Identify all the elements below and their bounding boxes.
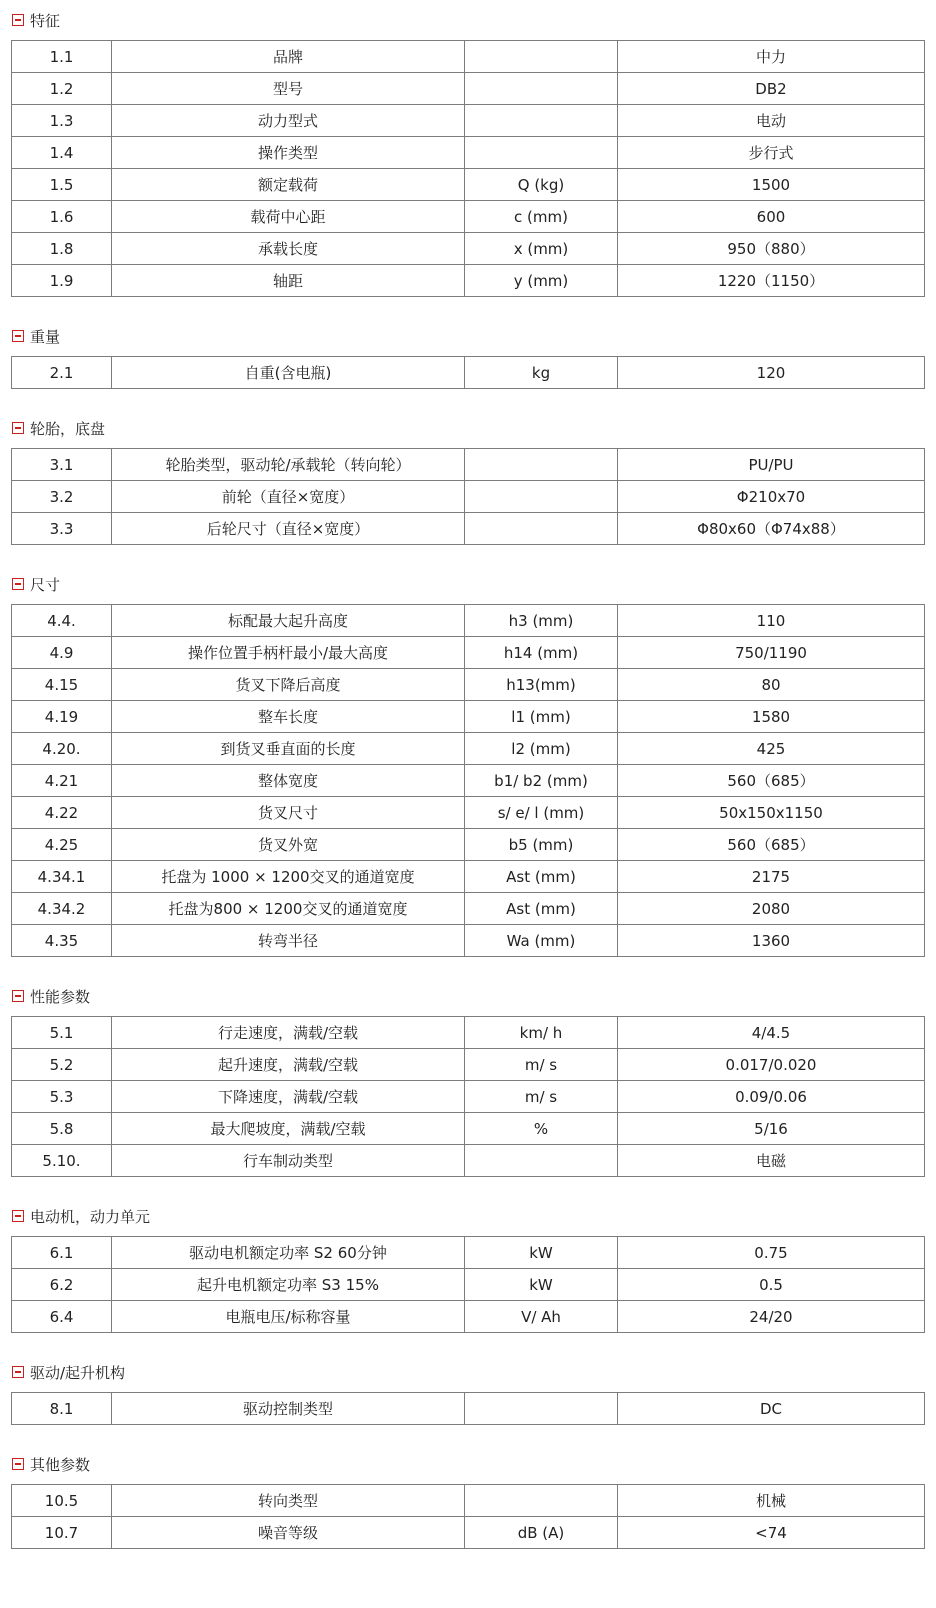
unit-cell xyxy=(465,449,618,481)
table-row xyxy=(12,1113,925,1145)
parameter-name-cell: 型号 xyxy=(112,73,465,105)
table-row xyxy=(12,169,925,201)
value-cell: 步行式 xyxy=(618,137,925,169)
table-row xyxy=(12,1145,925,1177)
parameter-name-cell: 标配最大起升高度 xyxy=(112,605,465,637)
parameter-name-cell: 驱动电机额定功率 S2 60分钟 xyxy=(112,1237,465,1269)
parameter-name-cell: 电瓶电压/标称容量 xyxy=(112,1301,465,1333)
item-number-cell: 4.4. xyxy=(12,605,112,637)
item-number-cell: 4.35 xyxy=(12,925,112,957)
table-row xyxy=(12,41,925,73)
item-number-cell: 10.5 xyxy=(12,1485,112,1517)
spec-table xyxy=(11,604,925,957)
item-number-cell: 10.7 xyxy=(12,1517,112,1549)
item-number-cell: 5.10. xyxy=(12,1145,112,1177)
section-title: 尺寸 xyxy=(30,575,61,594)
collapse-minus-icon[interactable] xyxy=(12,330,24,342)
section-header xyxy=(0,976,936,1016)
unit-cell xyxy=(465,41,618,73)
unit-cell: h14 (mm) xyxy=(465,637,618,669)
item-number-cell: 1.2 xyxy=(12,73,112,105)
value-cell: 4/4.5 xyxy=(618,1017,925,1049)
unit-cell: dB (A) xyxy=(465,1517,618,1549)
unit-cell: % xyxy=(465,1113,618,1145)
parameter-name-cell: 轮胎类型，驱动轮/承载轮（转向轮） xyxy=(112,449,465,481)
section-title: 重量 xyxy=(30,327,61,346)
table-row xyxy=(12,765,925,797)
spec-section xyxy=(0,0,936,316)
unit-cell: s/ e/ l (mm) xyxy=(465,797,618,829)
spec-section xyxy=(0,976,936,1196)
value-cell: 120 xyxy=(618,357,925,389)
item-number-cell: 1.3 xyxy=(12,105,112,137)
value-cell: 电动 xyxy=(618,105,925,137)
value-cell: 机械 xyxy=(618,1485,925,1517)
parameter-name-cell: 自重(含电瓶) xyxy=(112,357,465,389)
table-row xyxy=(12,513,925,545)
parameter-name-cell: 行车制动类型 xyxy=(112,1145,465,1177)
value-cell: 0.09/0.06 xyxy=(618,1081,925,1113)
unit-cell: y (mm) xyxy=(465,265,618,297)
parameter-name-cell: 托盘为 1000 × 1200交叉的通道宽度 xyxy=(112,861,465,893)
unit-cell: h13(mm) xyxy=(465,669,618,701)
value-cell: 1220（1150） xyxy=(618,265,925,297)
parameter-name-cell: 转弯半径 xyxy=(112,925,465,957)
table-row xyxy=(12,861,925,893)
item-number-cell: 3.2 xyxy=(12,481,112,513)
unit-cell xyxy=(465,105,618,137)
parameter-name-cell: 整体宽度 xyxy=(112,765,465,797)
table-row xyxy=(12,481,925,513)
parameter-name-cell: 轴距 xyxy=(112,265,465,297)
collapse-minus-icon[interactable] xyxy=(12,1210,24,1222)
collapse-minus-icon[interactable] xyxy=(12,422,24,434)
unit-cell: h3 (mm) xyxy=(465,605,618,637)
section-header xyxy=(0,1444,936,1484)
value-cell: 2080 xyxy=(618,893,925,925)
unit-cell xyxy=(465,73,618,105)
value-cell: 1360 xyxy=(618,925,925,957)
value-cell: DC xyxy=(618,1393,925,1425)
value-cell: 950（880） xyxy=(618,233,925,265)
unit-cell: Q (kg) xyxy=(465,169,618,201)
unit-cell: b5 (mm) xyxy=(465,829,618,861)
table-row xyxy=(12,669,925,701)
spec-table xyxy=(11,356,925,389)
section-header xyxy=(0,408,936,448)
value-cell: 560（685） xyxy=(618,765,925,797)
parameter-name-cell: 操作位置手柄杆最小/最大高度 xyxy=(112,637,465,669)
item-number-cell: 6.1 xyxy=(12,1237,112,1269)
unit-cell: Wa (mm) xyxy=(465,925,618,957)
section-header xyxy=(0,564,936,604)
value-cell: 110 xyxy=(618,605,925,637)
parameter-name-cell: 行走速度，满载/空载 xyxy=(112,1017,465,1049)
spec-section xyxy=(0,1352,936,1444)
spec-table xyxy=(11,40,925,297)
value-cell: 600 xyxy=(618,201,925,233)
table-row xyxy=(12,1517,925,1549)
section-header xyxy=(0,0,936,40)
spec-table xyxy=(11,1484,925,1549)
item-number-cell: 8.1 xyxy=(12,1393,112,1425)
table-row xyxy=(12,1017,925,1049)
collapse-minus-icon[interactable] xyxy=(12,990,24,1002)
unit-cell: c (mm) xyxy=(465,201,618,233)
parameter-name-cell: 起升速度，满载/空载 xyxy=(112,1049,465,1081)
item-number-cell: 4.19 xyxy=(12,701,112,733)
table-row xyxy=(12,1049,925,1081)
unit-cell: Ast (mm) xyxy=(465,893,618,925)
parameter-name-cell: 操作类型 xyxy=(112,137,465,169)
parameter-name-cell: 起升电机额定功率 S3 15% xyxy=(112,1269,465,1301)
item-number-cell: 5.2 xyxy=(12,1049,112,1081)
spec-section xyxy=(0,1196,936,1352)
spec-section xyxy=(0,316,936,408)
unit-cell: m/ s xyxy=(465,1049,618,1081)
table-row xyxy=(12,73,925,105)
parameter-name-cell: 下降速度，满载/空载 xyxy=(112,1081,465,1113)
value-cell: 425 xyxy=(618,733,925,765)
spec-section xyxy=(0,1444,936,1549)
section-title: 性能参数 xyxy=(30,987,91,1006)
unit-cell: V/ Ah xyxy=(465,1301,618,1333)
item-number-cell: 4.9 xyxy=(12,637,112,669)
unit-cell: kW xyxy=(465,1269,618,1301)
table-row xyxy=(12,1393,925,1425)
collapse-minus-icon[interactable] xyxy=(12,14,24,26)
unit-cell xyxy=(465,513,618,545)
item-number-cell: 2.1 xyxy=(12,357,112,389)
spec-table xyxy=(11,1236,925,1333)
table-row xyxy=(12,233,925,265)
table-row xyxy=(12,925,925,957)
item-number-cell: 1.8 xyxy=(12,233,112,265)
unit-cell: kg xyxy=(465,357,618,389)
table-row xyxy=(12,637,925,669)
value-cell: 电磁 xyxy=(618,1145,925,1177)
value-cell: Φ80x60（Φ74x88） xyxy=(618,513,925,545)
unit-cell: m/ s xyxy=(465,1081,618,1113)
item-number-cell: 1.5 xyxy=(12,169,112,201)
value-cell: 560（685） xyxy=(618,829,925,861)
spec-section xyxy=(0,408,936,564)
parameter-name-cell: 驱动控制类型 xyxy=(112,1393,465,1425)
collapse-minus-icon[interactable] xyxy=(12,1366,24,1378)
value-cell: <74 xyxy=(618,1517,925,1549)
parameter-name-cell: 货叉外宽 xyxy=(112,829,465,861)
spec-table xyxy=(11,1016,925,1177)
value-cell: 0.017/0.020 xyxy=(618,1049,925,1081)
item-number-cell: 6.4 xyxy=(12,1301,112,1333)
unit-cell: l2 (mm) xyxy=(465,733,618,765)
parameter-name-cell: 额定载荷 xyxy=(112,169,465,201)
value-cell: 80 xyxy=(618,669,925,701)
section-title: 电动机，动力单元 xyxy=(30,1207,151,1226)
item-number-cell: 6.2 xyxy=(12,1269,112,1301)
table-row xyxy=(12,701,925,733)
value-cell: 0.5 xyxy=(618,1269,925,1301)
value-cell: 0.75 xyxy=(618,1237,925,1269)
parameter-name-cell: 转向类型 xyxy=(112,1485,465,1517)
unit-cell xyxy=(465,1145,618,1177)
item-number-cell: 3.1 xyxy=(12,449,112,481)
item-number-cell: 5.1 xyxy=(12,1017,112,1049)
table-row xyxy=(12,1301,925,1333)
value-cell: 750/1190 xyxy=(618,637,925,669)
table-row xyxy=(12,201,925,233)
value-cell: 50x150x1150 xyxy=(618,797,925,829)
unit-cell xyxy=(465,481,618,513)
section-header xyxy=(0,1196,936,1236)
section-title: 其他参数 xyxy=(30,1455,91,1474)
value-cell: 2175 xyxy=(618,861,925,893)
parameter-name-cell: 到货叉垂直面的长度 xyxy=(112,733,465,765)
section-header xyxy=(0,316,936,356)
value-cell: 24/20 xyxy=(618,1301,925,1333)
value-cell: Φ210x70 xyxy=(618,481,925,513)
table-row xyxy=(12,1237,925,1269)
parameter-name-cell: 噪音等级 xyxy=(112,1517,465,1549)
value-cell: 1500 xyxy=(618,169,925,201)
unit-cell xyxy=(465,1485,618,1517)
parameter-name-cell: 前轮（直径×宽度） xyxy=(112,481,465,513)
item-number-cell: 1.1 xyxy=(12,41,112,73)
item-number-cell: 1.4 xyxy=(12,137,112,169)
table-row xyxy=(12,797,925,829)
table-row xyxy=(12,893,925,925)
spec-section xyxy=(0,564,936,976)
parameter-name-cell: 品牌 xyxy=(112,41,465,73)
table-row xyxy=(12,449,925,481)
parameter-name-cell: 承载长度 xyxy=(112,233,465,265)
value-cell: DB2 xyxy=(618,73,925,105)
unit-cell: km/ h xyxy=(465,1017,618,1049)
item-number-cell: 3.3 xyxy=(12,513,112,545)
table-row xyxy=(12,1081,925,1113)
unit-cell: x (mm) xyxy=(465,233,618,265)
unit-cell: kW xyxy=(465,1237,618,1269)
item-number-cell: 5.8 xyxy=(12,1113,112,1145)
parameter-name-cell: 货叉尺寸 xyxy=(112,797,465,829)
item-number-cell: 4.34.1 xyxy=(12,861,112,893)
collapse-minus-icon[interactable] xyxy=(12,578,24,590)
unit-cell: b1/ b2 (mm) xyxy=(465,765,618,797)
section-header xyxy=(0,1352,936,1392)
parameter-name-cell: 整车长度 xyxy=(112,701,465,733)
item-number-cell: 4.20. xyxy=(12,733,112,765)
value-cell: 5/16 xyxy=(618,1113,925,1145)
section-title: 特征 xyxy=(30,11,61,30)
table-row xyxy=(12,357,925,389)
table-row xyxy=(12,733,925,765)
item-number-cell: 4.21 xyxy=(12,765,112,797)
table-row xyxy=(12,265,925,297)
item-number-cell: 1.9 xyxy=(12,265,112,297)
table-row xyxy=(12,829,925,861)
item-number-cell: 1.6 xyxy=(12,201,112,233)
section-title: 驱动/起升机构 xyxy=(30,1363,126,1382)
value-cell: 1580 xyxy=(618,701,925,733)
parameter-name-cell: 载荷中心距 xyxy=(112,201,465,233)
spec-table xyxy=(11,1392,925,1425)
item-number-cell: 4.34.2 xyxy=(12,893,112,925)
collapse-minus-icon[interactable] xyxy=(12,1458,24,1470)
table-row xyxy=(12,137,925,169)
table-row xyxy=(12,605,925,637)
spec-table xyxy=(11,448,925,545)
unit-cell xyxy=(465,1393,618,1425)
value-cell: 中力 xyxy=(618,41,925,73)
table-row xyxy=(12,1269,925,1301)
unit-cell: l1 (mm) xyxy=(465,701,618,733)
unit-cell xyxy=(465,137,618,169)
value-cell: PU/PU xyxy=(618,449,925,481)
parameter-name-cell: 后轮尺寸（直径×宽度） xyxy=(112,513,465,545)
table-row xyxy=(12,1485,925,1517)
parameter-name-cell: 托盘为800 × 1200交叉的通道宽度 xyxy=(112,893,465,925)
item-number-cell: 4.25 xyxy=(12,829,112,861)
section-title: 轮胎，底盘 xyxy=(30,419,106,438)
parameter-name-cell: 动力型式 xyxy=(112,105,465,137)
parameter-name-cell: 最大爬坡度，满载/空载 xyxy=(112,1113,465,1145)
parameter-name-cell: 货叉下降后高度 xyxy=(112,669,465,701)
item-number-cell: 5.3 xyxy=(12,1081,112,1113)
table-row xyxy=(12,105,925,137)
item-number-cell: 4.15 xyxy=(12,669,112,701)
item-number-cell: 4.22 xyxy=(12,797,112,829)
unit-cell: Ast (mm) xyxy=(465,861,618,893)
